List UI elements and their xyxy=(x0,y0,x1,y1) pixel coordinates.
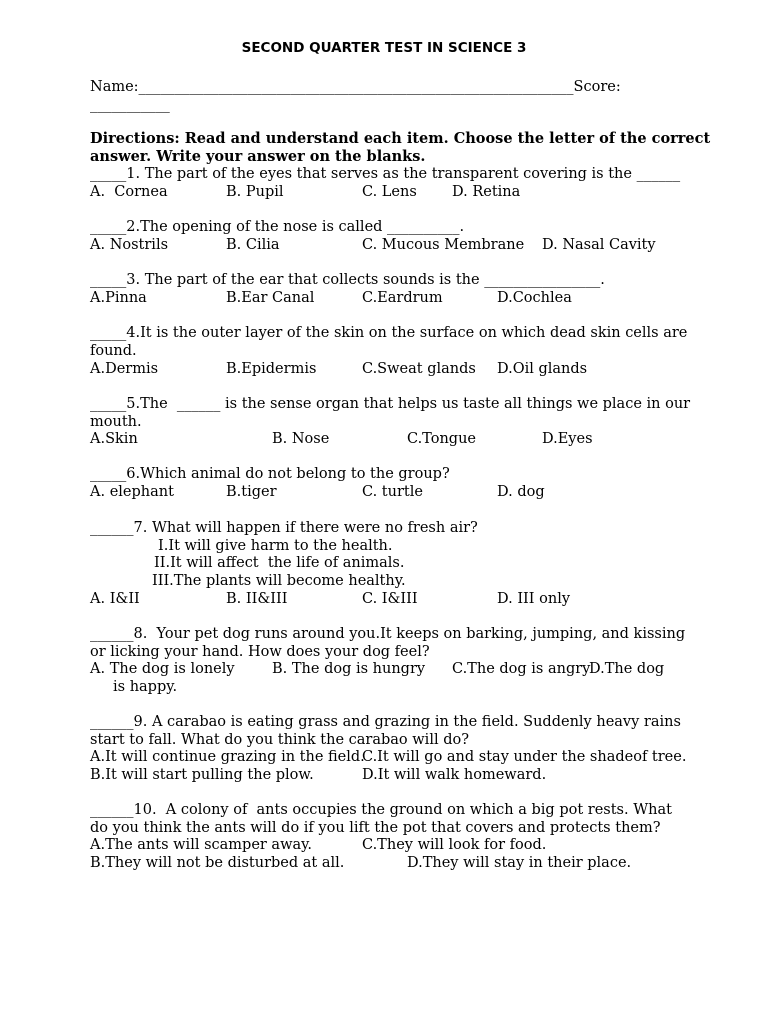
question-6-option-b: B.tiger xyxy=(226,484,277,500)
question-2-option-d: D. Nasal Cavity xyxy=(542,237,656,253)
question-5-option-d: D.Eyes xyxy=(542,431,593,447)
score-blank: ___________ xyxy=(90,97,170,113)
question-7-option-a: A. I&II xyxy=(90,591,140,607)
question-6-option-a: A. elephant xyxy=(90,484,174,500)
question-9-option-a: A.It will continue grazing in the field. xyxy=(90,749,365,765)
question-8-option-b: B. The dog is hungry xyxy=(272,661,426,677)
question-2-stem: _____2.The opening of the nose is called __________. xyxy=(90,219,465,235)
question-7-option-b: B. II&III xyxy=(226,591,288,607)
question-5-option-c: C.Tongue xyxy=(407,431,477,447)
question-9-option-c: C.It will go and stay under the shadeof tree. xyxy=(362,749,687,765)
page-title: SECOND QUARTER TEST IN SCIENCE 3 xyxy=(241,40,527,56)
question-8-stem-line-1: ______8. Your pet dog runs around you.It keeps on barking, jumping, and kissing xyxy=(90,626,686,642)
question-5-option-a: A.Skin xyxy=(90,431,138,447)
question-3-stem: _____3. The part of the ear that collects sounds is the ________________. xyxy=(90,272,605,288)
question-7-statement-i: I.It will give harm to the health. xyxy=(158,538,393,554)
question-8-option-c: C.The dog is angry xyxy=(452,661,591,677)
question-3-option-b: B.Ear Canal xyxy=(226,290,315,306)
question-7-option-c: C. I&III xyxy=(362,591,418,607)
question-3-option-c: C.Eardrum xyxy=(362,290,443,306)
question-5-stem-line-1: _____5.The ______ is the sense organ that helps us taste all things we place in our xyxy=(90,396,691,412)
question-10-stem-line-1: ______10. A colony of ants occupies the ground on which a big pot rests. What xyxy=(90,802,672,818)
question-7-option-d: D. III only xyxy=(497,591,571,607)
question-4-stem-line-1: _____4.It is the outer layer of the skin on the surface on which dead skin cells are xyxy=(90,325,688,341)
question-5-stem-line-2: mouth. xyxy=(90,414,142,430)
question-4-option-a: A.Dermis xyxy=(90,361,159,377)
question-7-statement-ii: II.It will affect the life of animals. xyxy=(154,555,405,571)
directions-line-2: answer. Write your answer on the blanks. xyxy=(90,148,426,165)
directions-line-1: Directions: Read and understand each item. Choose the letter of the correct xyxy=(90,130,711,147)
question-3-option-d: D.Cochlea xyxy=(497,290,572,306)
question-2-option-c: C. Mucous Membrane xyxy=(362,237,525,253)
question-6-option-d: D. dog xyxy=(497,484,545,500)
question-9-stem-line-1: ______9. A carabao is eating grass and grazing in the field. Suddenly heavy rains xyxy=(90,714,681,730)
question-9-stem-line-2: start to fall. What do you think the carabao will do? xyxy=(90,732,469,748)
question-8-option-d: D.The dog xyxy=(589,661,665,677)
question-9-option-d: D.It will walk homeward. xyxy=(362,767,547,783)
question-1-option-c: C. Lens xyxy=(362,184,417,200)
question-10-option-b: B.They will not be disturbed at all. xyxy=(90,855,345,871)
question-7-stem: ______7. What will happen if there were no fresh air? xyxy=(90,520,478,536)
question-1-stem: _____1. The part of the eyes that serves as the transparent covering is the ______ xyxy=(90,166,681,182)
question-6-option-c: C. turtle xyxy=(362,484,423,500)
question-3-option-a: A.Pinna xyxy=(90,290,147,306)
question-10-stem-line-2: do you think the ants will do if you lift the pot that covers and protects them? xyxy=(90,820,661,836)
question-6-stem: _____6.Which animal do not belong to the group? xyxy=(90,466,450,482)
question-9-option-b: B.It will start pulling the plow. xyxy=(90,767,314,783)
question-4-option-b: B.Epidermis xyxy=(226,361,317,377)
name-score-line: Name:____________________________________________________________Score: xyxy=(90,79,621,95)
question-10-option-a: A.The ants will scamper away. xyxy=(90,837,313,853)
question-2-option-b: B. Cilia xyxy=(226,237,280,253)
question-5-option-b: B. Nose xyxy=(272,431,330,447)
question-7-statement-iii: III.The plants will become healthy. xyxy=(152,573,406,589)
question-4-stem-line-2: found. xyxy=(90,343,137,359)
question-4-option-d: D.Oil glands xyxy=(497,361,588,377)
question-2-option-a: A. Nostrils xyxy=(90,237,169,253)
question-10-option-d: D.They will stay in their place. xyxy=(407,855,632,871)
question-8-option-d-continued: is happy. xyxy=(113,679,178,695)
question-1-option-d: D. Retina xyxy=(452,184,521,200)
question-1-option-b: B. Pupil xyxy=(226,184,284,200)
question-1-option-a: A. Cornea xyxy=(90,184,168,200)
question-10-option-c: C.They will look for food. xyxy=(362,837,547,853)
question-8-stem-line-2: or licking your hand. How does your dog feel? xyxy=(90,644,430,660)
question-4-option-c: C.Sweat glands xyxy=(362,361,476,377)
question-8-option-a: A. The dog is lonely xyxy=(90,661,235,677)
